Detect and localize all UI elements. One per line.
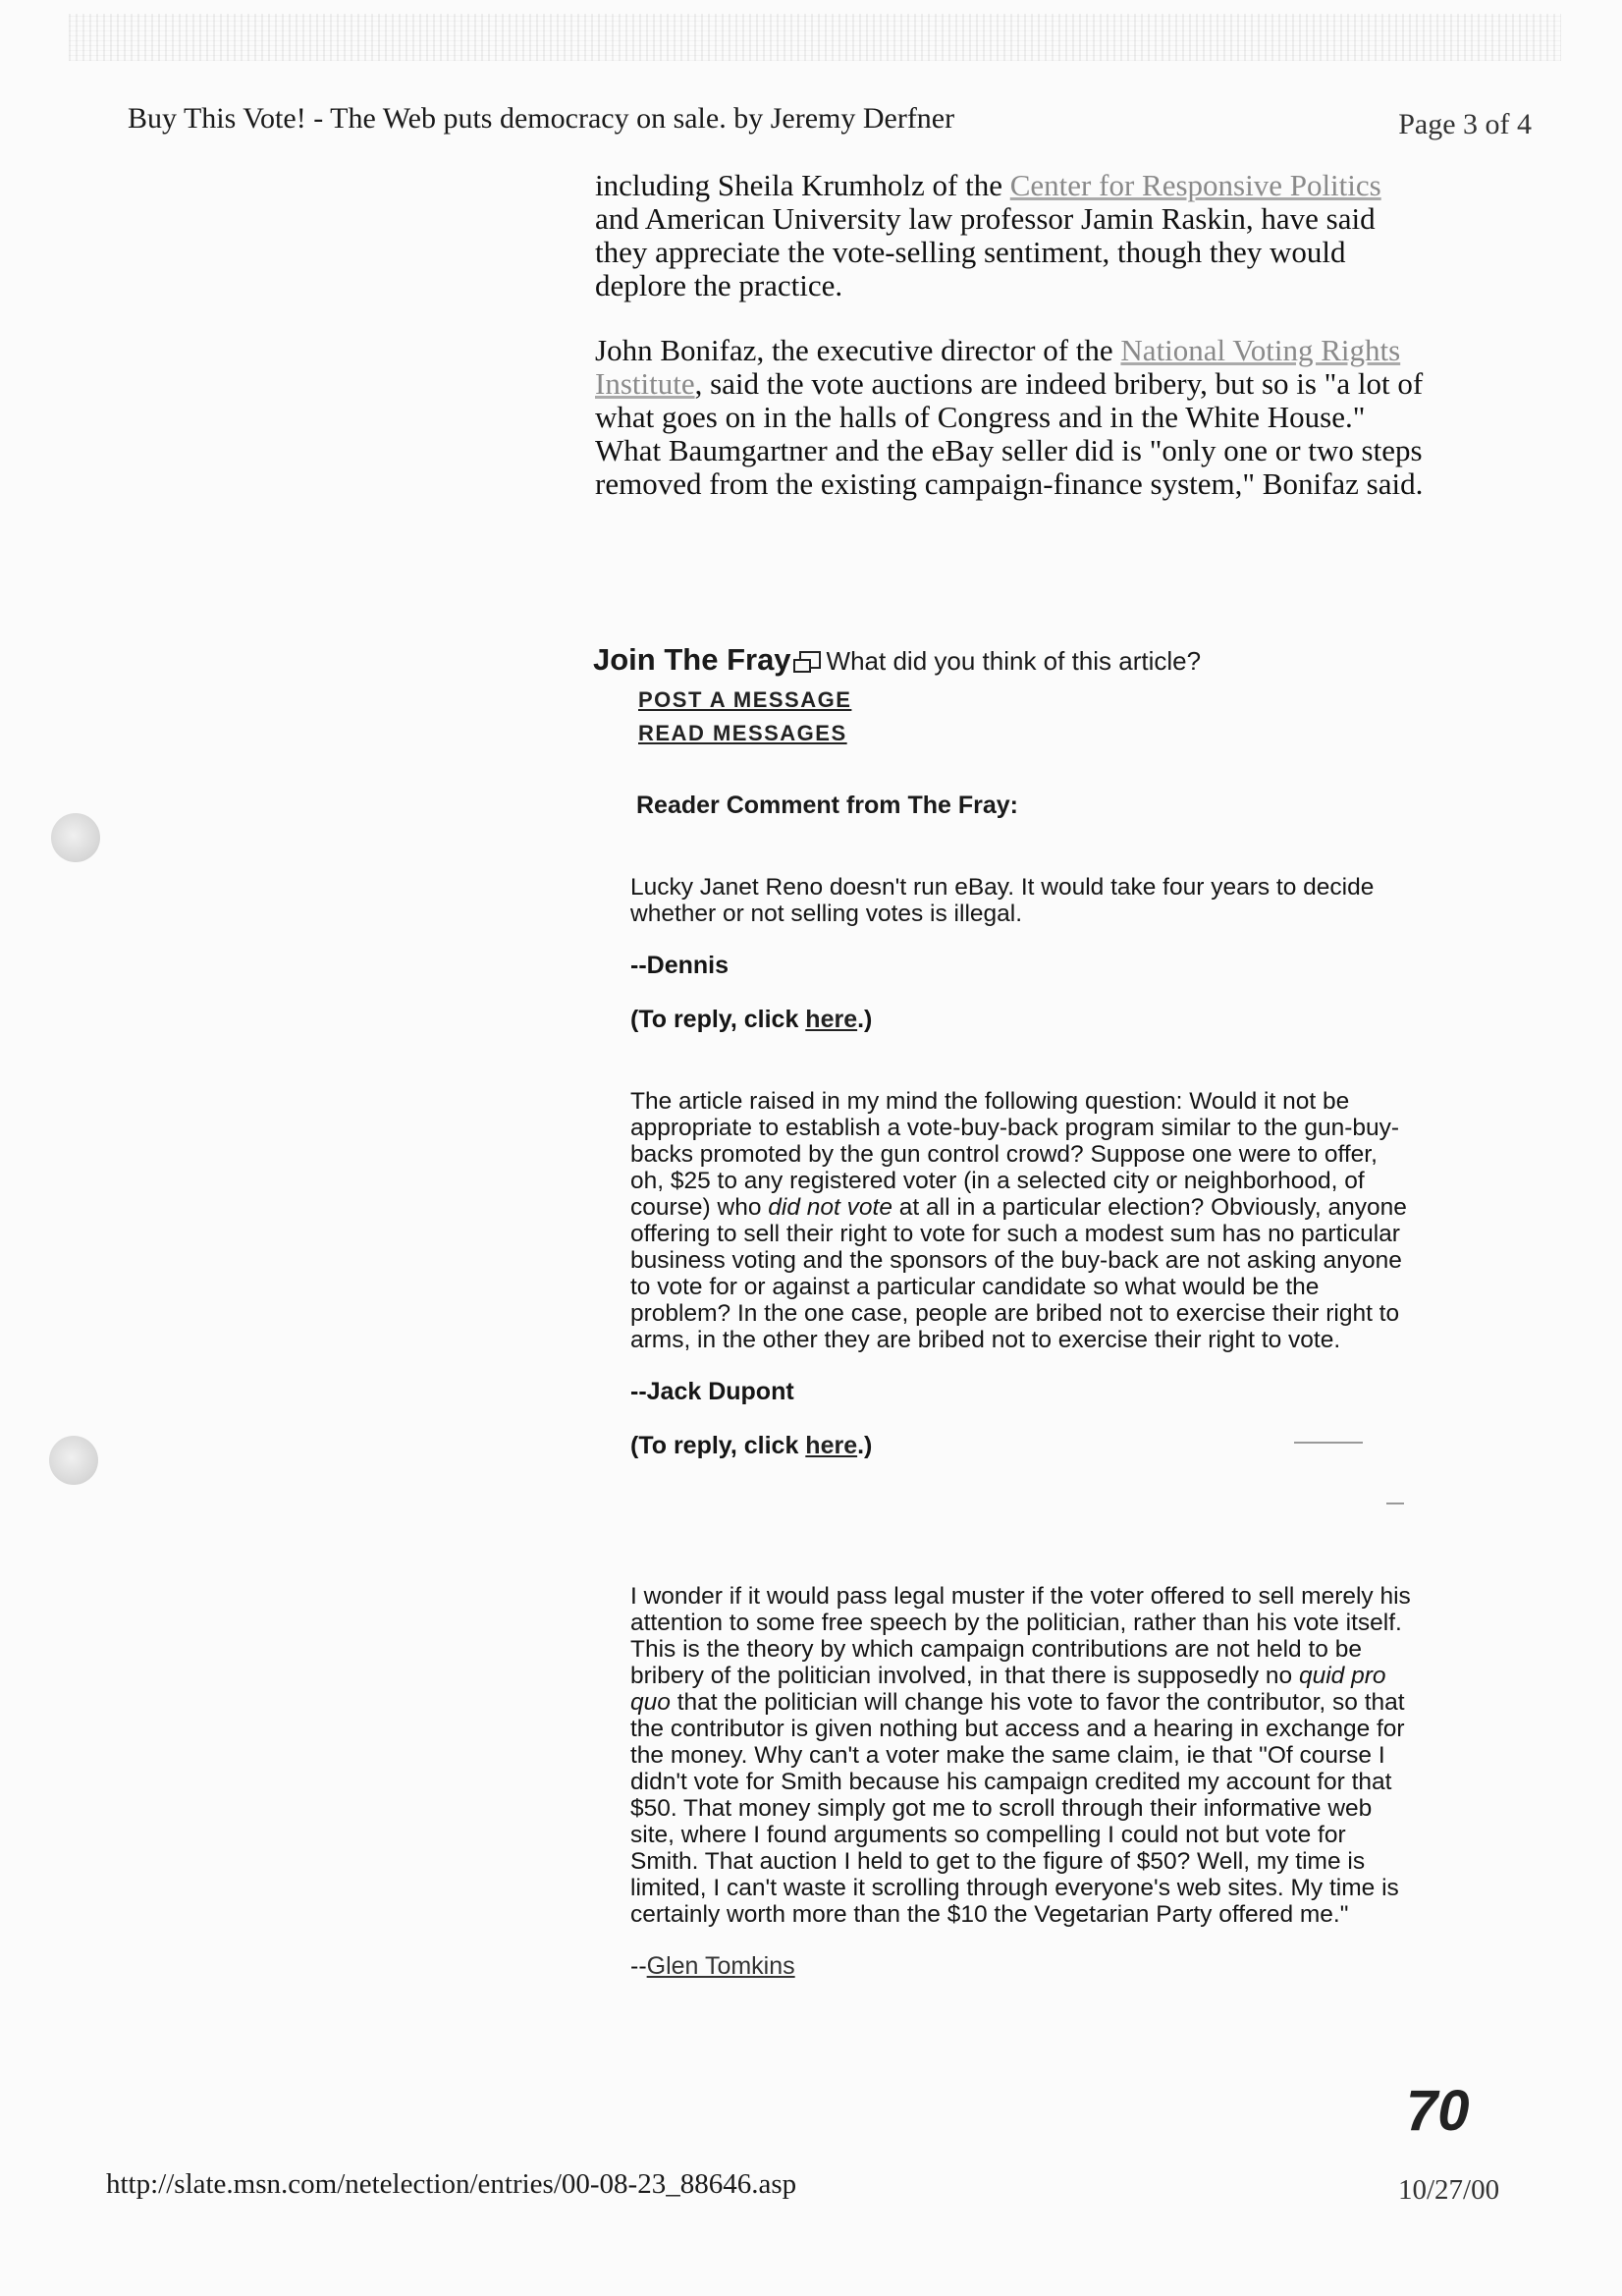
text: and American University law professor Jamin Raskin, have said they appreciate the vote-selling sentiment, though they would deplore the practice. xyxy=(595,201,1376,302)
punch-hole xyxy=(49,1436,98,1485)
text: .) xyxy=(857,1006,873,1033)
footer-url: http://slate.msn.com/netelection/entries/00-08-23_88646.asp xyxy=(106,2168,797,2200)
reply-here-link[interactable]: here xyxy=(805,1006,858,1033)
fray-header xyxy=(593,642,1477,678)
text: , said the vote auctions are indeed bribery, but so is "a lot of what goes on in the halls of Congress and in the White House." What Baumgartner and the eBay seller did is "only one or two steps removed from the existing campaign-finance system," Bonifaz said. xyxy=(595,366,1424,501)
text: The article raised in my mind the following question: Would it not be appropriate to establish a vote-buy-back program similar to the gun-buy-backs promoted by the gun control crowd? Suppose one were to offer, oh, $25 to any registered voter (in a selected city or neighborhood, of course) who xyxy=(630,1088,1400,1221)
scan-artifact xyxy=(69,14,1561,61)
page-header-pagination: Page 3 of 4 xyxy=(1398,108,1532,140)
read-messages-link[interactable]: READ MESSAGES xyxy=(638,721,847,745)
comment-body xyxy=(630,1088,1416,1353)
article-body xyxy=(595,169,1430,532)
comment-body xyxy=(630,1583,1416,1928)
comment-author: --Dennis xyxy=(630,952,729,979)
article-paragraph xyxy=(595,334,1430,501)
fray-question: What did you think of this article? xyxy=(826,646,1202,676)
reply-line xyxy=(630,1007,1416,1033)
text: John Bonifaz, the executive director of the xyxy=(595,333,1121,367)
text: .) xyxy=(857,1432,873,1459)
new-window-icon[interactable] xyxy=(799,651,821,669)
text: (To reply, click xyxy=(630,1432,806,1459)
scan-mark xyxy=(1294,1442,1363,1444)
comment-jack-dupont xyxy=(630,1088,1416,1459)
comment-glen-tomkins xyxy=(630,1583,1416,1980)
reader-comment-heading: Reader Comment from The Fray: xyxy=(636,792,1018,819)
handwritten-page-number: 70 xyxy=(1406,2079,1470,2143)
comment-author xyxy=(630,1953,1416,1980)
author-link[interactable]: Glen Tomkins xyxy=(646,1952,795,1980)
link-national-voting-rights-institute[interactable]: National Voting Rights Institute xyxy=(595,333,1401,401)
reply-line xyxy=(630,1433,1416,1459)
link-center-responsive-politics[interactable]: Center for Responsive Politics xyxy=(1009,168,1381,202)
fray-title: Join The Fray xyxy=(593,642,791,677)
footer-date: 10/27/00 xyxy=(1398,2174,1500,2206)
text: -- xyxy=(630,1952,647,1980)
text: including Sheila Krumholz of the xyxy=(595,168,1010,202)
text: that the politician will change his vote to favor the contributor, so that the contributor is given nothing but access and a hearing in exchange for the money. Why can't a voter make the same claim, ie that "Of course I didn't vote for Smith because his campaign credited my account for that $50. That money simply got me to scroll through their informative web site, where I found arguments so compelling I could not but vote for Smith. That auction I held to get to the figure of $50? Well, my time is limited, I can't waste it scrolling through everyone's web sites. My time is certainly worth more than the $10 the Vegetarian Party offered me." xyxy=(630,1689,1405,1928)
reply-here-link[interactable]: here xyxy=(805,1432,858,1459)
comment-author: --Jack Dupont xyxy=(630,1378,794,1405)
page-header-title: Buy This Vote! - The Web puts democracy on sale. by Jeremy Derfner xyxy=(128,102,955,135)
text: at all in a particular election? Obviously, anyone offering to sell their right to vote for such a modest sum has no particular business voting and the sponsors of the buy-back are not asking anyone to vote for or against a particular candidate so what would be the problem? In the one case, people are bribed not to exercise their right to arms, in the other they are bribed not to exercise their right to vote. xyxy=(630,1194,1407,1353)
text: (To reply, click xyxy=(630,1006,806,1033)
post-message-link[interactable]: POST A MESSAGE xyxy=(638,687,852,712)
fray-links xyxy=(638,683,851,750)
comment-dennis xyxy=(630,874,1416,1033)
emphasis: did not vote xyxy=(768,1194,892,1221)
scan-mark xyxy=(1386,1503,1404,1504)
article-paragraph xyxy=(595,169,1430,302)
emphasis: quid pro quo xyxy=(630,1663,1386,1716)
text: I wonder if it would pass legal muster if the voter offered to sell merely his attention to some free speech by the politician, rather than his vote itself. This is the theory by which campaign contributions are not held to be bribery of the politician involved, in that there is supposedly no xyxy=(630,1583,1411,1689)
comment-body: Lucky Janet Reno doesn't run eBay. It would take four years to decide whether or not selling votes is illegal. xyxy=(630,874,1375,927)
punch-hole xyxy=(51,813,100,862)
